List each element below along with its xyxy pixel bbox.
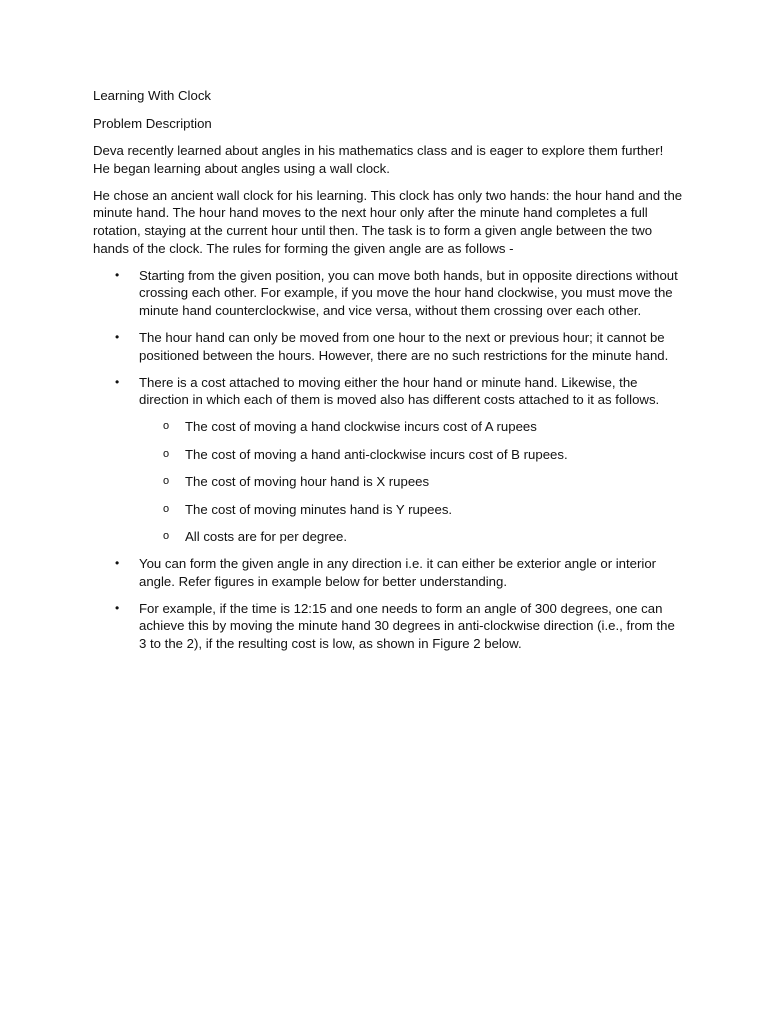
bullet-icon: • (115, 374, 120, 389)
rules-paragraph: He chose an ancient wall clock for his learning. This clock has only two hands: the hour hand and the minute hand. The hour hand moves to the next hour only after the minute hand completes a full rotation, staying at the current hour until then. The task is to form a given angle between the two hands of the clock. The rules for forming the given angle are as follows - (93, 187, 683, 256)
bullet-icon: • (115, 267, 120, 282)
bullet-icon: • (115, 330, 120, 345)
rule-item (93, 600, 683, 653)
rule-item (93, 329, 683, 364)
rules-list (93, 267, 683, 653)
rule-item (93, 374, 683, 546)
cost-item (139, 501, 683, 519)
document-body (93, 87, 683, 662)
rule-text: The hour hand can only be moved from one hour to the next or previous hour; it cannot be positioned between the hours. However, there are no such restrictions for the minute hand. (139, 330, 669, 363)
cost-list (139, 418, 683, 545)
rule-text: You can form the given angle in any direction i.e. it can either be exterior angle or interior angle. Refer figures in example below for better understanding. (139, 556, 657, 589)
rule-item (93, 555, 683, 590)
sub-bullet-icon: o (163, 502, 170, 515)
rule-item (93, 267, 683, 320)
intro-paragraph: Deva recently learned about angles in his mathematics class and is eager to explore them further! He began learning about angles using a wall clock. (93, 143, 664, 176)
bullet-icon: • (115, 600, 120, 615)
bullet-icon: • (115, 556, 120, 571)
rule-text: Starting from the given position, you can move both hands, but in opposite directions without crossing each other. For example, if you move the hour hand clockwise, you must move the minute hand counterclockwise, and vice versa, without them crossing over each other. (139, 267, 678, 318)
cost-text: The cost of moving minutes hand is Y rupees. (185, 501, 453, 517)
cost-item (139, 418, 683, 436)
sub-bullet-icon: o (163, 529, 170, 542)
sub-bullet-icon: o (163, 447, 170, 460)
cost-text: All costs are for per degree. (185, 528, 347, 544)
document-title: Learning With Clock (93, 88, 212, 103)
cost-text: The cost of moving hour hand is X rupees (185, 474, 430, 490)
section-heading: Problem Description (93, 115, 212, 131)
cost-text: The cost of moving a hand anti-clockwise incurs cost of B rupees. (185, 446, 568, 462)
cost-item (139, 446, 683, 464)
rule-text: There is a cost attached to moving either the hour hand or minute hand. Likewise, the direction in which each of them is moved also has different costs attached to it as follows. (139, 374, 660, 408)
sub-bullet-icon: o (163, 420, 170, 433)
cost-text: The cost of moving a hand clockwise incurs cost of A rupees (185, 419, 537, 435)
cost-item (139, 473, 683, 491)
sub-bullet-icon: o (163, 475, 170, 488)
cost-item (139, 528, 683, 546)
rule-text: For example, if the time is 12:15 and one needs to form an angle of 300 degrees, one can achieve this by moving the minute hand 30 degrees in anti-clockwise direction (i.e., from the 3 to the 2), if the resulting cost is low, as shown in Figure 2 below. (139, 600, 675, 651)
